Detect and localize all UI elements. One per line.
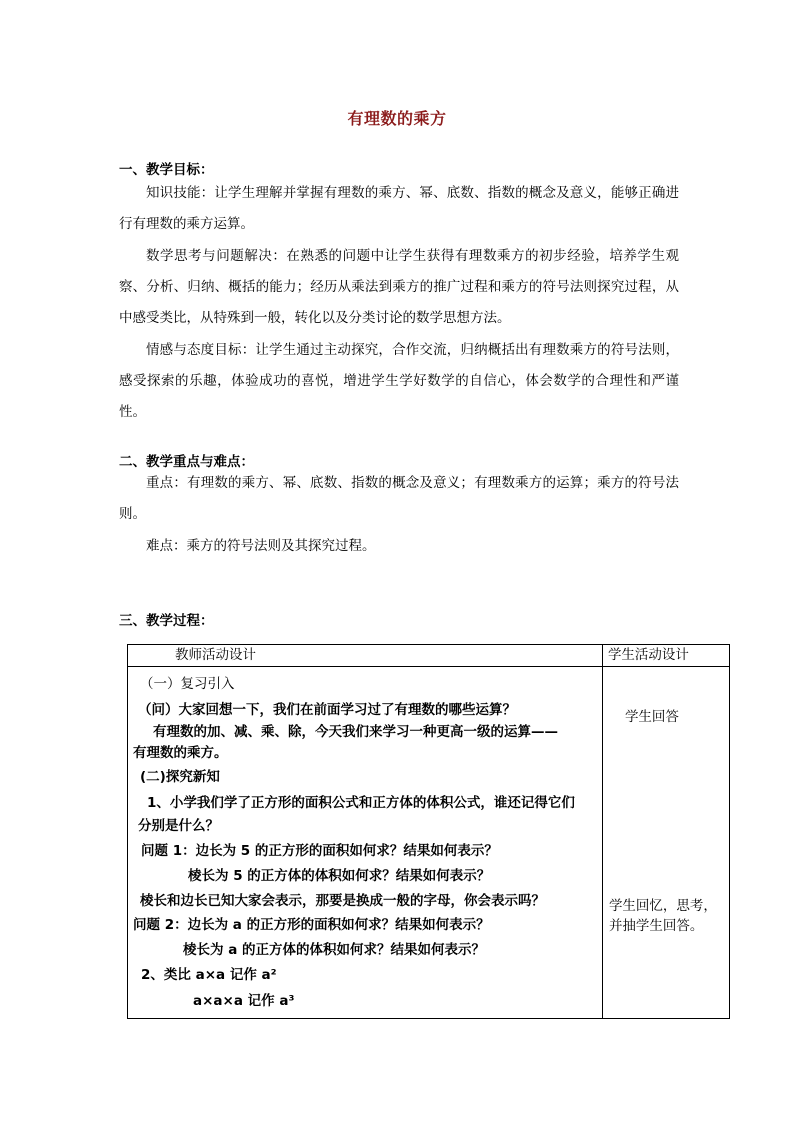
- teacher-line: 有理数的乘方。: [133, 745, 228, 761]
- teacher-activity-cell: [128, 667, 603, 1019]
- difficulty-paragraph: 难点：乘方的符号法则及其探究过程。: [146, 538, 376, 554]
- table-body-row: [128, 667, 730, 1019]
- teacher-line: 问题 2：边长为 a 的正方形的面积如何求？结果如何表示？: [133, 917, 490, 933]
- teacher-line: （一）复习引入: [140, 676, 235, 692]
- focus-paragraph: 重点：有理数的乘方、幂、底数、指数的概念及意义；有理数乘方的运算；乘方的符号法则。: [119, 475, 679, 522]
- objective-thinking-paragraph: 数学思考与问题解决：在熟悉的问题中让学生获得有理数乘方的初步经验，培养学生观察、分析、归纳、概括的能力；经历从乘法到乘方的推广过程和乘方的符号法则探究过程，从中感受类比，从特殊到一般，转化以及分类讨论的数学思想方法。: [119, 248, 679, 326]
- teacher-line: a×a×a 记作 a³: [193, 993, 295, 1009]
- key-points-heading: 二、教学重点与难点：: [119, 454, 254, 470]
- teacher-line: 有理数的加、减、乘、除，今天我们来学习一种更高一级的运算——: [153, 724, 558, 740]
- teacher-line: 棱长和边长已知大家会表示，那要是换成一般的字母，你会表示吗？: [140, 893, 545, 909]
- teacher-line: （问）大家回想一下，我们在前面学习过了有理数的哪些运算？: [138, 702, 516, 718]
- table-header-row: [128, 645, 730, 667]
- teacher-activity-header: 教师活动设计: [128, 645, 603, 667]
- student-activity-cell: [602, 667, 729, 1019]
- teacher-line: 1、小学我们学了正方形的面积公式和正方体的体积公式，谁还记得它们: [147, 795, 575, 811]
- teacher-line: 2、类比 a×a 记作 a²: [141, 967, 277, 983]
- student-line: 学生回答: [624, 709, 679, 725]
- student-line: 学生回忆，思考，: [608, 898, 717, 914]
- student-line: 并抽学生回答。: [608, 918, 704, 934]
- teacher-line: (二)探究新知: [140, 769, 220, 785]
- document-title: 有理数的乘方: [347, 109, 447, 128]
- teacher-line: 分别是什么？: [138, 818, 219, 834]
- teacher-line: 问题 1：边长为 5 的正方形的面积如何求？结果如何表示？: [141, 843, 498, 859]
- teaching-process-table: [127, 644, 730, 1019]
- objective-knowledge-paragraph: 知识技能：让学生理解并掌握有理数的乘方、幂、底数、指数的概念及意义，能够正确进行有理数的乘方运算。: [119, 185, 679, 232]
- process-heading: 三、教学过程：: [119, 613, 214, 629]
- objectives-heading: 一、教学目标：: [119, 162, 214, 178]
- student-activity-header: 学生活动设计: [602, 645, 729, 667]
- teacher-line: 棱长为 5 的正方体的体积如何求？结果如何表示？: [188, 868, 491, 884]
- objective-attitude-paragraph: 情感与态度目标：让学生通过主动探究，合作交流，归纳概括出有理数乘方的符号法则，感受探索的乐趣，体验成功的喜悦，增进学生学好数学的自信心，体会数学的合理性和严谨性。: [119, 342, 679, 420]
- teacher-line: 棱长为 a 的正方体的体积如何求？结果如何表示？: [183, 942, 486, 958]
